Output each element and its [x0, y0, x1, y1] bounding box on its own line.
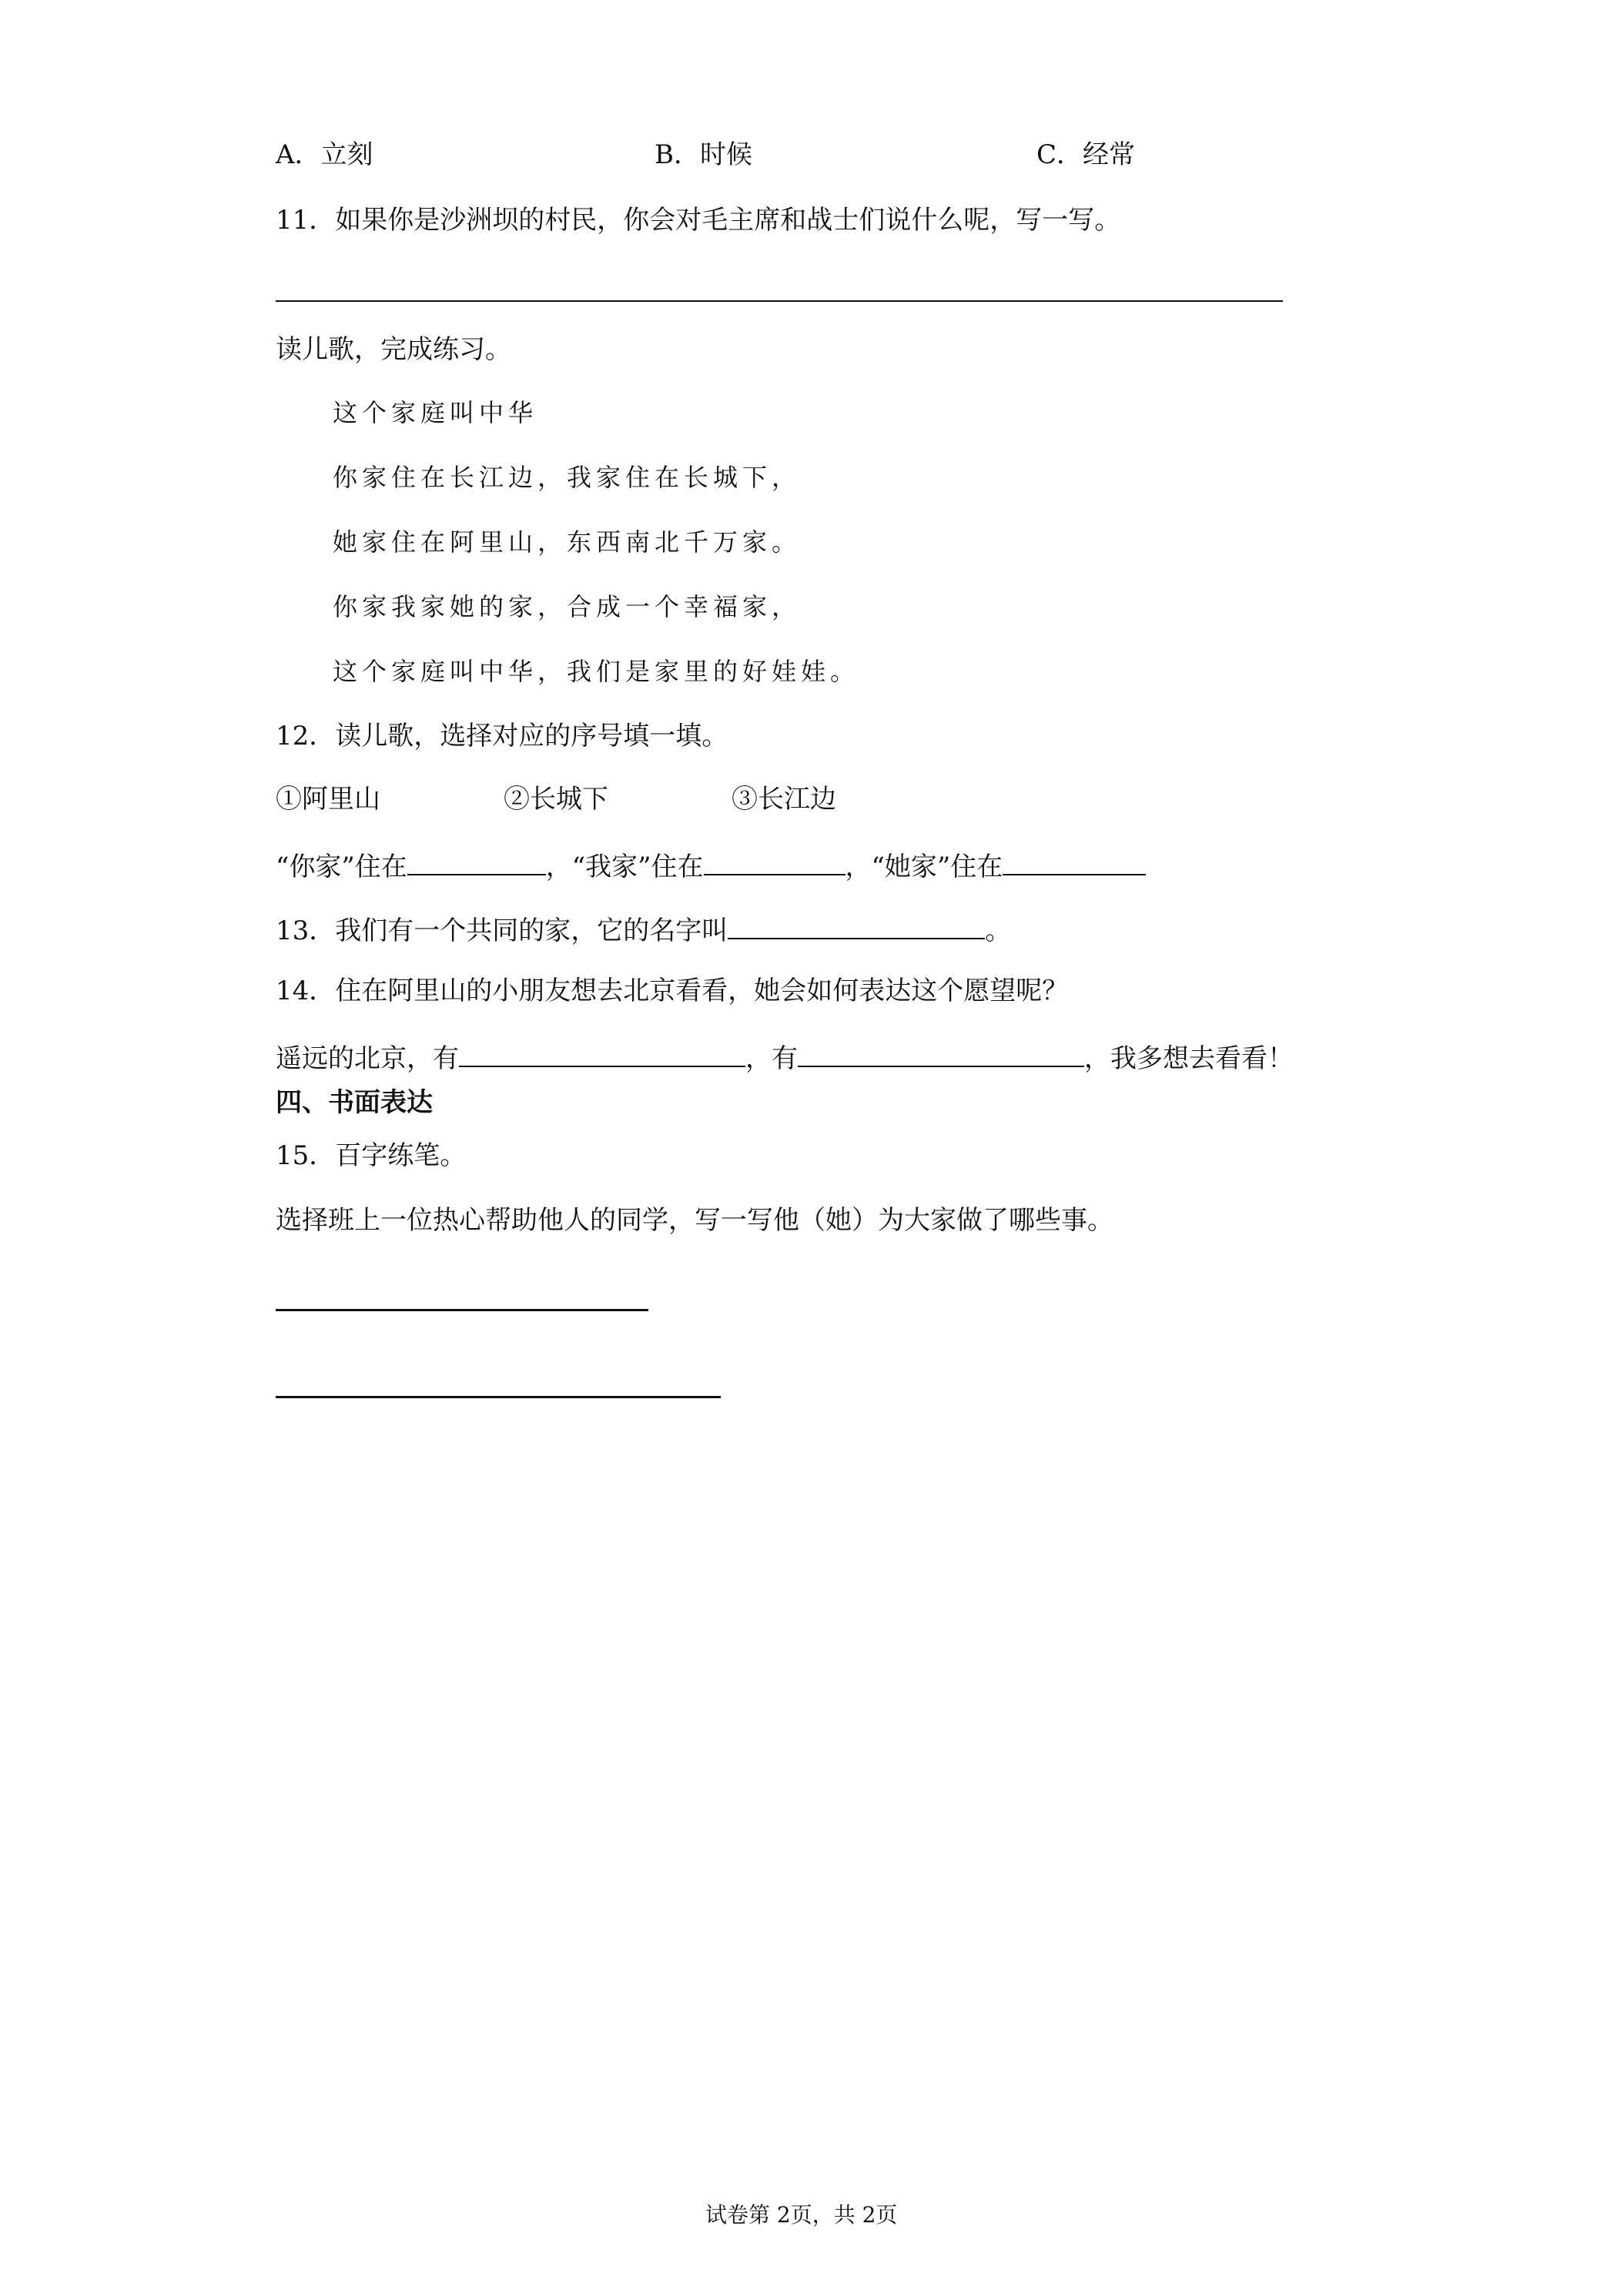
- q15-answer-line-2[interactable]: [276, 1396, 721, 1398]
- q10-option-a: A．立刻: [276, 139, 373, 170]
- q10-option-b: B．时候: [655, 139, 752, 170]
- q13-row: [276, 912, 1011, 946]
- q12-choice-1: ①阿里山: [276, 784, 380, 815]
- q10-option-c: C．经常: [1036, 139, 1136, 170]
- q12-fill-sep2: ，“她家”住在: [845, 852, 1003, 882]
- poem-title: 这个家庭叫中华: [333, 398, 538, 427]
- q12-text: 12．读儿歌，选择对应的序号填一填。: [276, 721, 728, 751]
- q14-blank-1[interactable]: [459, 1039, 745, 1067]
- q14-fill-mid: ，有: [745, 1043, 798, 1074]
- q14-fill-after: ，我多想去看看！: [1084, 1043, 1294, 1074]
- q12-blank-2[interactable]: [704, 848, 845, 875]
- q14-fill-row: [276, 1039, 1294, 1074]
- poem-line-3: 你家我家她的家，合成一个幸福家，: [333, 592, 802, 621]
- q12-fill-part1: “你家”住在: [276, 852, 407, 882]
- page-footer: 试卷第 2页，共 2页: [705, 2202, 898, 2227]
- poem-line-1: 你家住在长江边，我家住在长城下，: [333, 463, 802, 492]
- q12-blank-1[interactable]: [407, 848, 546, 875]
- q15-answer-line-1[interactable]: [276, 1309, 648, 1311]
- q13-end: 。: [985, 915, 1012, 946]
- q11-text: 11．如果你是沙洲坝的村民，你会对毛主席和战士们说什么呢，写一写。: [276, 205, 1121, 236]
- q12-choice-3: ③长江边: [732, 784, 836, 815]
- q14-blank-2[interactable]: [798, 1039, 1084, 1067]
- q14-text: 14．住在阿里山的小朋友想去北京看看，她会如何表达这个愿望呢？: [276, 976, 1069, 1006]
- q13-text: 13．我们有一个共同的家，它的名字叫: [276, 915, 728, 946]
- q15-prompt: 选择班上一位热心帮助他人的同学，写一写他（她）为大家做了哪些事。: [276, 1205, 1113, 1236]
- q12-choice-2: ②长城下: [504, 784, 608, 815]
- q13-blank[interactable]: [728, 912, 985, 939]
- section-4-heading: 四、书面表达: [276, 1087, 433, 1118]
- reading-intro: 读儿歌，完成练习。: [276, 334, 511, 365]
- q11-answer-line[interactable]: [276, 300, 1283, 302]
- q12-fill-row: [276, 848, 1146, 882]
- q12-fill-sep1: ，“我家”住在: [545, 852, 704, 882]
- q12-blank-3[interactable]: [1003, 848, 1146, 875]
- poem-line-4: 这个家庭叫中华，我们是家里的好娃娃。: [333, 657, 860, 686]
- q14-fill-before: 遥远的北京，有: [276, 1043, 459, 1074]
- poem-line-2: 她家住在阿里山，东西南北千万家。: [333, 527, 802, 557]
- q15-text: 15．百字练笔。: [276, 1140, 467, 1171]
